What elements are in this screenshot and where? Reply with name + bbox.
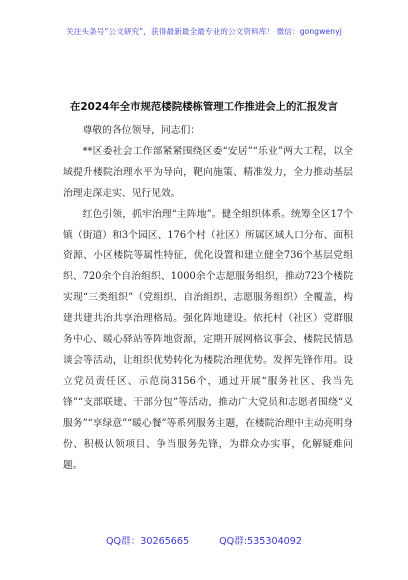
footer-contact <box>0 533 408 547</box>
document-body <box>63 121 353 476</box>
footer-qq-group-1: QQ群：30265665 <box>106 536 190 547</box>
salutation: 尊敬的各位领导，同志们： <box>82 125 201 136</box>
paragraph-red-leadership: 红色引领，抓牢治理“主阵地”。健全组织体系。统筹全区17个镇（街道）和3个园区、176个村（社区）所属区域人口分布、面积资源、小区楼院等属性特征，优化设置和建立健全736个基层党组织、720余个自治组织、1000余个志愿服务组织，推动723个楼院实现“三类组织”（党组织、自治组织、志愿服务组织）全覆盖，构建共建共治共享治理格局。强化阵地建设。依托村（社区）党群服务中心、暖心驿站等阵地资源，定期开展网格议事会、楼院民情恳谈会等活动，让组织优势转化为楼院治理优势。发挥先锋作用。设立党员责任区、示范岗3156个，通过开展“服务社区、我当先锋”“支部联建、干部分包”等活动，推动广大党员和志愿者围绕“义服务”“享绿意”“暖心餐”等系列服务主题，在楼院治理中主动亮明身份、积极认领项目、争当服务先锋，为群众办实事，化解疑难问题。 <box>63 208 353 471</box>
footer-qq-group-2: QQ群:535304092 <box>219 536 302 547</box>
document-title: 在2024年全市规范楼院楼栋管理工作推进会上的汇报发言 <box>70 101 338 113</box>
header-promo-banner: 关注头条号“公文研究”，获得最新最全最专业的公文资料库！ 微信：gongwenyj <box>66 27 342 36</box>
paragraph-intro: **区委社会工作部紧紧围绕区委“安居”“乐业”两大工程，以全域提升楼院治理水平为导向，靶向施策、精准发力，全力推动基层治理走深走实、见行见效。 <box>63 145 353 199</box>
